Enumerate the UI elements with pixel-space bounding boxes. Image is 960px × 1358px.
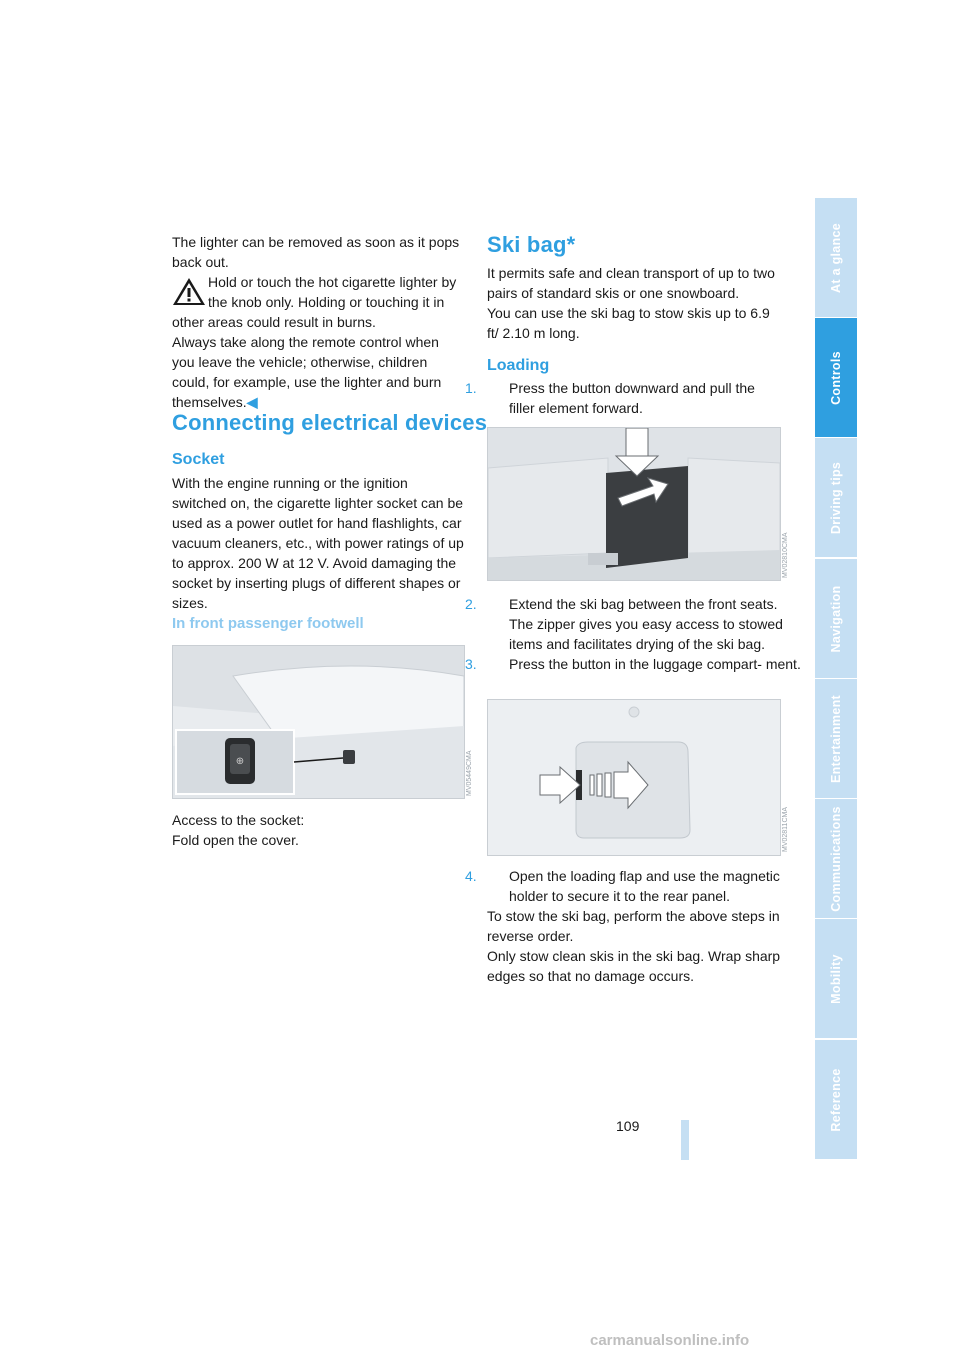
svg-text:⊕: ⊕	[235, 756, 245, 767]
step-number: 1.	[465, 380, 477, 396]
step-number: 3.	[465, 656, 477, 672]
step-number: 4.	[465, 868, 477, 884]
tab-communications[interactable]: Communications	[815, 799, 857, 920]
heading-connecting: Connecting electrical devices	[172, 410, 488, 435]
clean-text: Only stow clean skis in the ski bag. Wrap sharp edges so that no damage occurs.	[487, 948, 781, 984]
footer-watermark: carmanualsonline.info	[590, 1332, 750, 1349]
step-1: 1. Press the button downward and pull the filler element forward.	[465, 380, 755, 416]
stow-text: To stow the ski bag, perform the above steps in reverse order.	[487, 908, 780, 944]
luggage-button-figure	[487, 699, 781, 856]
tab-navigation[interactable]: Navigation	[815, 559, 857, 680]
heading-footwell: In front passenger footwell	[172, 615, 364, 632]
ski-length-text: You can use the ski bag to stow skis up to 6.9 ft/ 2.10 m long.	[487, 305, 770, 341]
tab-controls[interactable]: Controls	[815, 318, 857, 439]
ski-intro-text: It permits safe and clean transport of up to two pairs of standard skis or one snowboard.	[487, 265, 775, 301]
warning-text-2: Always take along the remote control when you leave the vehicle; otherwise, children could, for example, use the lighter and burn themselves.◀	[172, 334, 442, 410]
heading-socket: Socket	[172, 451, 225, 468]
access-text-2: Fold open the cover.	[172, 832, 299, 848]
intro-text: The lighter can be removed as soon as it pops back out.	[172, 234, 460, 270]
step-number: 2.	[465, 596, 477, 612]
end-mark: ◀	[246, 394, 258, 410]
footwell-socket-figure	[172, 645, 465, 799]
heading-ski-bag: Ski bag*	[487, 232, 576, 257]
figure-code: MV02811CMA	[782, 806, 789, 852]
heading-loading: Loading	[487, 357, 550, 374]
filler-element-figure	[487, 427, 781, 581]
warning-text-lead: Hold or touch the hot cigarette lighter by the knob only. Holding or touching it in	[208, 274, 457, 310]
socket-text: With the engine running or the ignition switched on, the cigarette lighter socket can be used as a power outlet for hand flashlights, car vacuum cleaners, etc., with power ratings of up to approx. 200 W at 12 V. Avoid damaging the socket by inserting plugs of different shapes or sizes.	[172, 475, 464, 611]
page-marker-bar	[681, 1120, 689, 1160]
tab-entertainment[interactable]: Entertainment	[815, 679, 857, 800]
tab-driving-tips[interactable]: Driving tips	[815, 438, 857, 559]
warning-text-cont: other areas could result in burns.	[172, 314, 376, 330]
figure-code: MV02810CMA	[782, 532, 789, 578]
page-number: 109	[616, 1118, 640, 1134]
warning-icon	[172, 276, 206, 306]
tab-mobility[interactable]: Mobility	[815, 919, 857, 1040]
figure-code: MV05449CMA	[466, 750, 473, 796]
tab-at-a-glance[interactable]: At a glance	[815, 198, 857, 319]
step-4: 4. Open the loading flap and use the magnetic holder to secure it to the rear panel.	[465, 868, 780, 904]
tab-reference[interactable]: Reference	[815, 1040, 857, 1161]
step-2: 2. Extend the ski bag between the front seats. The zipper gives you easy access to stowed items and facilitates drying of the ski bag.	[465, 596, 783, 652]
access-text-1: Access to the socket:	[172, 812, 305, 828]
step-3: 3. Press the button in the luggage compart- ment.	[465, 656, 801, 672]
